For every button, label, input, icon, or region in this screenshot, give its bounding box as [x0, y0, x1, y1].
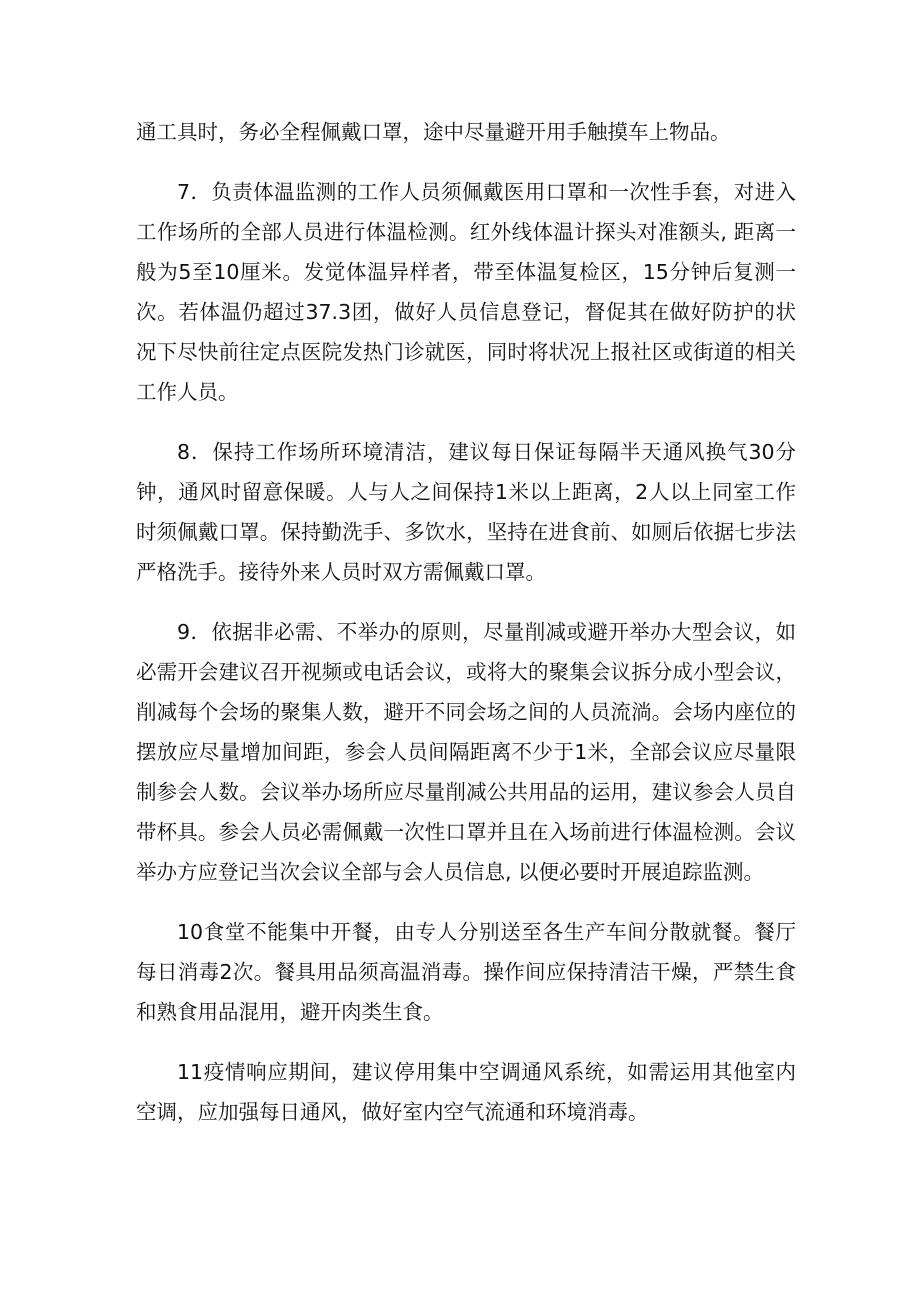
paragraph-continued: 通工具时，务必全程佩戴口罩，途中尽量避开用手触摸车上物品。 — [136, 120, 731, 144]
paragraph-item-9: 9．依据非必需、不举办的原则，尽量削减或避开举办大型会议，如必需开会建议召开视频或电话会议，或将大的聚集会议拆分成小型会议，削减每个会场的聚集人数，避开不同会场之间的人员流淌。会场内座位的摆放应尽量增加间距，参会人员间隔距离不少于1米，全部会议应尽量限制参会人数。会议举办场所应尽量削减公共用品的运用，建议参会人员自带杯具。参会人员必需佩戴一次性口罩并且在入场前进行体温检测。会议举办方应登记当次会议全部与会人员信息, 以便必要时开展追踪监测。 — [136, 620, 796, 884]
paragraph-item-7: 7．负责体温监测的工作人员须佩戴医用口罩和一次性手套，对进入工作场所的全部人员进行体温检测。红外线体温计探头对准额头, 距离一般为5至10厘米。发觉体温异样者，带至体温复检区，15分钟后复测一次。若体温仍超过37.3团，做好人员信息登记，督促其在做好防护的状况下尽快前往定点医院发热门诊就医，同时将状况上报社区或街道的相关工作人员。 — [136, 180, 796, 404]
paragraph-item-10: 10食堂不能集中开餐，由专人分别送至各生产车间分散就餐。餐厅每日消毒2次。餐具用品须高温消毒。操作间应保持清洁干燥，严禁生食和熟食用品混用，避开肉类生食。 — [136, 920, 796, 1024]
paragraph-item-8: 8．保持工作场所环境清洁，建议每日保证每隔半天通风换气30分钟，通风时留意保暖。人与人之间保持1米以上距离，2人以上同室工作时须佩戴口罩。保持勤洗手、多饮水，坚持在进食前、如厕后依据七步法严格洗手。接待外来人员时双方需佩戴口罩。 — [136, 440, 796, 584]
paragraph-item-11: 11疫情响应期间，建议停用集中空调通风系统，如需运用其他室内空调，应加强每日通风，做好室内空气流通和环境消毒。 — [136, 1060, 796, 1124]
document-body — [136, 112, 796, 1152]
